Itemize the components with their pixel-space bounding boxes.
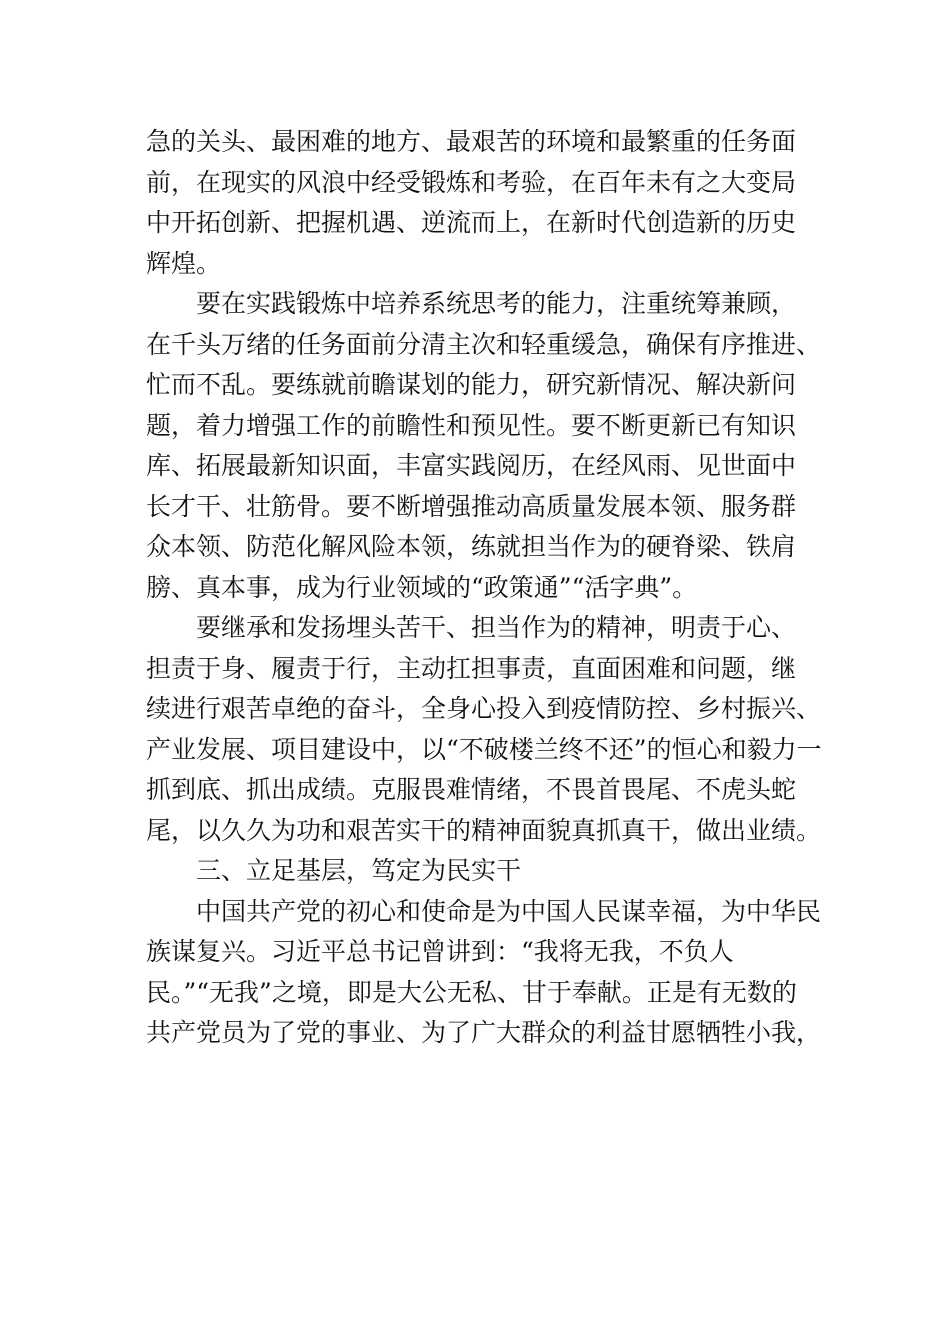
text-line-18: 尾，以久久为功和艰苦实干的精神面貌真抓真干，做出业绩。 <box>146 815 822 845</box>
text-line-10: 长才干、壮筋骨。要不断增强推动高质量发展本领、服务群 <box>146 491 797 521</box>
text-line-14: 担责于身、履责于行，主动扛担事责，直面困难和问题，继 <box>146 653 797 683</box>
text-line-12: 膀、真本事，成为行业领域的“政策通”“活字典”。 <box>146 572 698 602</box>
text-line-3: 中开拓创新、把握机遇、逆流而上，在新时代创造新的历史 <box>146 208 797 237</box>
text-line-6: 在千头万绪的任务面前分清主次和轻重缓急，确保有序推进、 <box>146 329 822 359</box>
text-line-21: 族谋复兴。习近平总书记曾讲到：“我将无我，不负人 <box>146 937 734 966</box>
text-line-16: 产业发展、项目建设中，以“不破楼兰终不还”的恒心和毅力一 <box>146 734 822 764</box>
text-line-15: 续进行艰苦卓绝的奋斗，全身心投入到疫情防控、乡村振兴、 <box>146 694 822 723</box>
text-line-8: 题，着力增强工作的前瞻性和预见性。要不断更新已有知识 <box>146 410 797 440</box>
text-line-20: 中国共产党的初心和使命是为中国人民谋幸福，为中华民 <box>196 896 822 926</box>
text-line-22: 民。”“无我”之境，即是大公无私、甘于奉献。正是有无数的 <box>146 977 797 1007</box>
text-line-11: 众本领、防范化解风险本领，练就担当作为的硬脊梁、铁肩 <box>146 532 797 561</box>
text-line-7: 忙而不乱。要练就前瞻谋划的能力，研究新情况、解决新问 <box>146 370 797 399</box>
text-line-17: 抓到底、抓出成绩。克服畏难情绪，不畏首畏尾、不虎头蛇 <box>146 775 797 804</box>
text-line-4: 辉煌。 <box>146 248 222 278</box>
text-line-23: 共产党员为了党的事业、为了广大群众的利益甘愿牺牲小我， <box>146 1018 822 1047</box>
text-line-2: 前，在现实的风浪中经受锻炼和考验，在百年未有之大变局 <box>146 167 797 197</box>
body-text <box>146 122 846 1054</box>
text-line-1: 急的关头、最困难的地方、最艰苦的环境和最繁重的任务面 <box>146 127 797 156</box>
text-line-5: 要在实践锻炼中培养系统思考的能力，注重统筹兼顾， <box>196 289 797 318</box>
text-line-13: 要继承和发扬埋头苦干、担当作为的精神，明责于心、 <box>196 613 797 642</box>
section-heading: 三、立足基层，笃定为民实干 <box>196 856 522 885</box>
text-line-9: 库、拓展最新知识面，丰富实践阅历，在经风雨、见世面中 <box>146 451 797 480</box>
